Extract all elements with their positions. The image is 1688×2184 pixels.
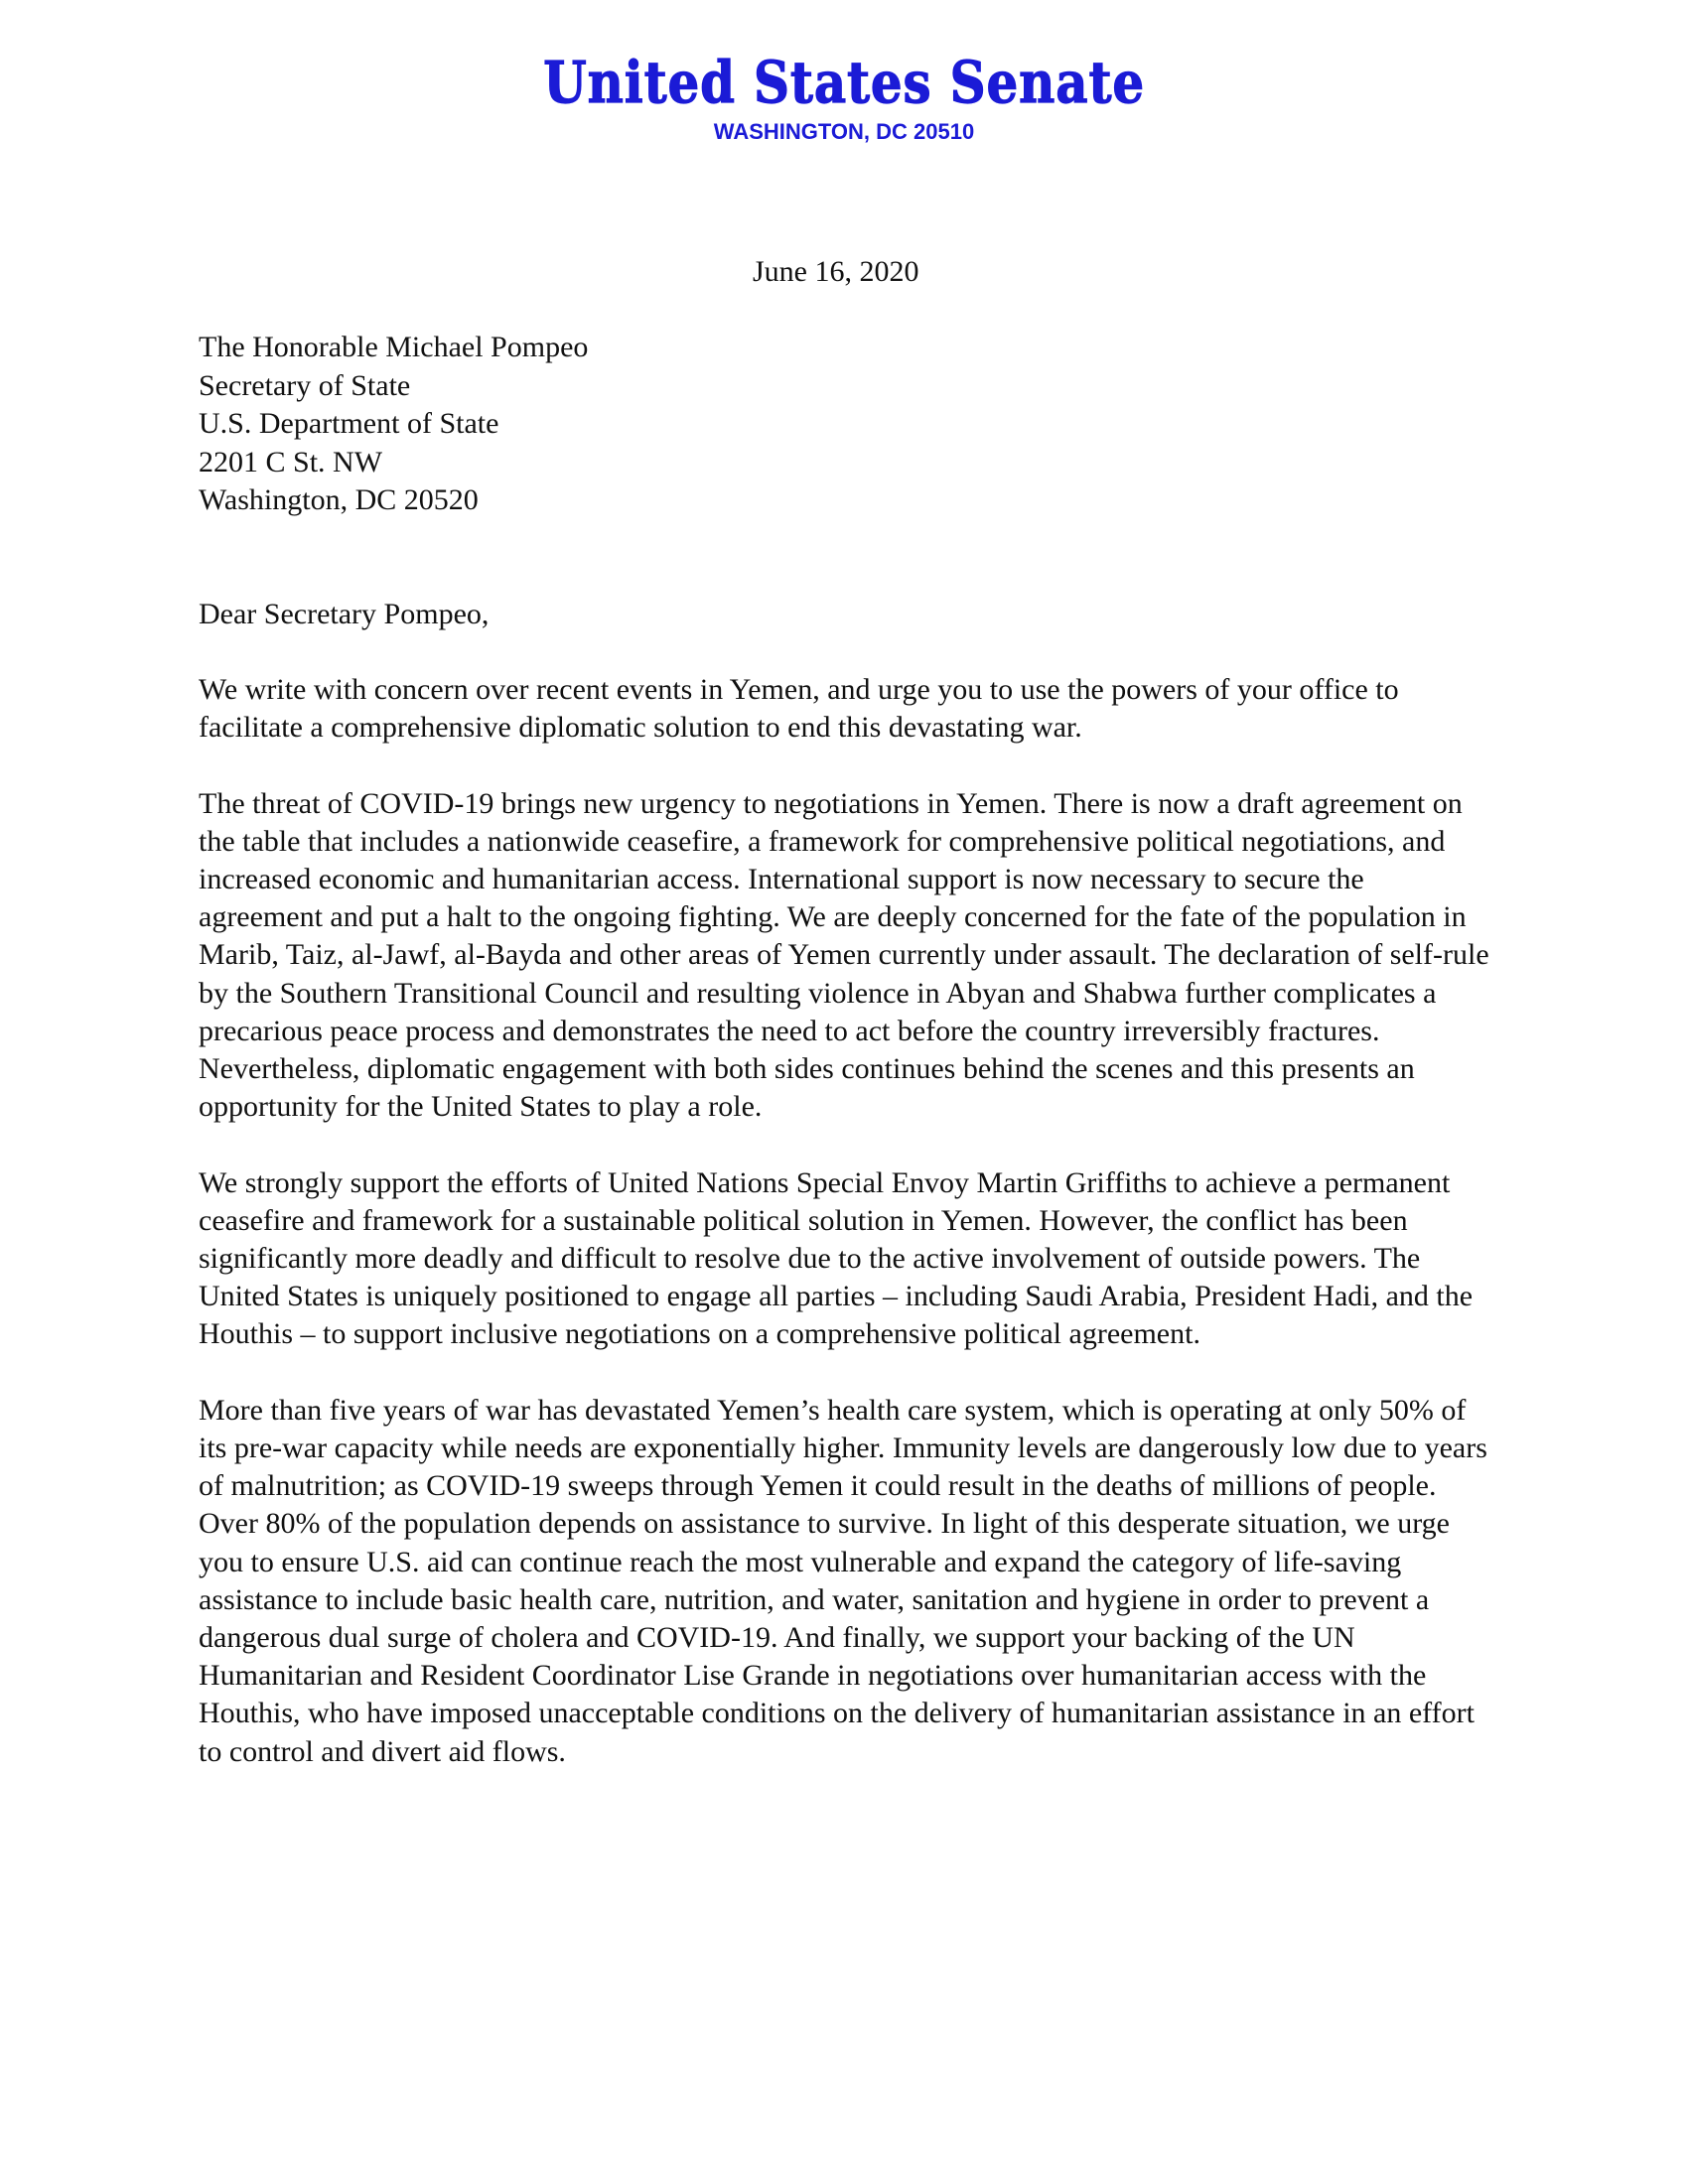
- body-paragraph: More than five years of war has devastated Yemen’s health care system, which is operating at only 50% of its pre-war capacity while needs are exponentially higher. Immunity levels are dangerously low due to years of malnutrition; as COVID-19 sweeps through Yemen it could result in the deaths of millions of people. Over 80% of the population depends on assistance to survive. In light of this desperate situation, we urge you to ensure U.S. aid can continue reach the most vulnerable and expand the category of life-saving assistance to include basic health care, nutrition, and water, sanitation and hygiene in order to prevent a dangerous dual surge of cholera and COVID-19. And finally, we support your backing of the UN Humanitarian and Resident Coordinator Lise Grande in negotiations over humanitarian access with the Houthis, who have imposed unacceptable conditions on the delivery of humanitarian assistance in an effort to control and divert aid flows.: [199, 1393, 1487, 1768]
- letterhead: [0, 48, 1688, 145]
- recipient-name: The Honorable Michael Pompeo: [199, 331, 589, 363]
- recipient-department: U.S. Department of State: [199, 407, 499, 440]
- letter-body: [199, 671, 1494, 1809]
- body-paragraph: We write with concern over recent events in Yemen, and urge you to use the powers of your office to facilitate a comprehensive diplomatic solution to end this devastating war.: [199, 673, 1399, 745]
- recipient-address-block: [199, 329, 588, 520]
- senate-title: United States Senate: [543, 49, 1145, 116]
- recipient-street: 2201 C St. NW: [199, 445, 383, 478]
- letter-date: June 16, 2020: [753, 255, 919, 288]
- recipient-title: Secretary of State: [199, 368, 411, 402]
- recipient-city: Washington, DC 20520: [199, 483, 479, 516]
- body-paragraph: The threat of COVID-19 brings new urgency to negotiations in Yemen. There is now a draft agreement on the table that includes a nationwide ceasefire, a framework for comprehensive political negotiations, and increased economic and humanitarian access. International support is now necessary to secure the agreement and put a halt to the ongoing fighting. We are deeply concerned for the fate of the population in Marib, Taiz, al-Jawf, al-Bayda and other areas of Yemen currently under assault. The declaration of self-rule by the Southern Transitional Council and resulting violence in Abyan and Shabwa further complicates a precarious peace process and demonstrates the need to act before the country irreversibly fractures. Nevertheless, diplomatic engagement with both sides continues behind the scenes and this presents an opportunity for the United States to play a role.: [199, 786, 1489, 1124]
- body-paragraph: We strongly support the efforts of United Nations Special Envoy Martin Griffiths to achieve a permanent ceasefire and framework for a sustainable political solution in Yemen. However, the conflict has been significantly more deadly and difficult to resolve due to the active involvement of outside powers. The United States is uniquely positioned to engage all parties – including Saudi Arabia, President Hadi, and the Houthis – to support inclusive negotiations on a comprehensive political agreement.: [199, 1165, 1474, 1351]
- senate-address: WASHINGTON, DC 20510: [713, 119, 975, 144]
- salutation: Dear Secretary Pompeo,: [199, 598, 490, 630]
